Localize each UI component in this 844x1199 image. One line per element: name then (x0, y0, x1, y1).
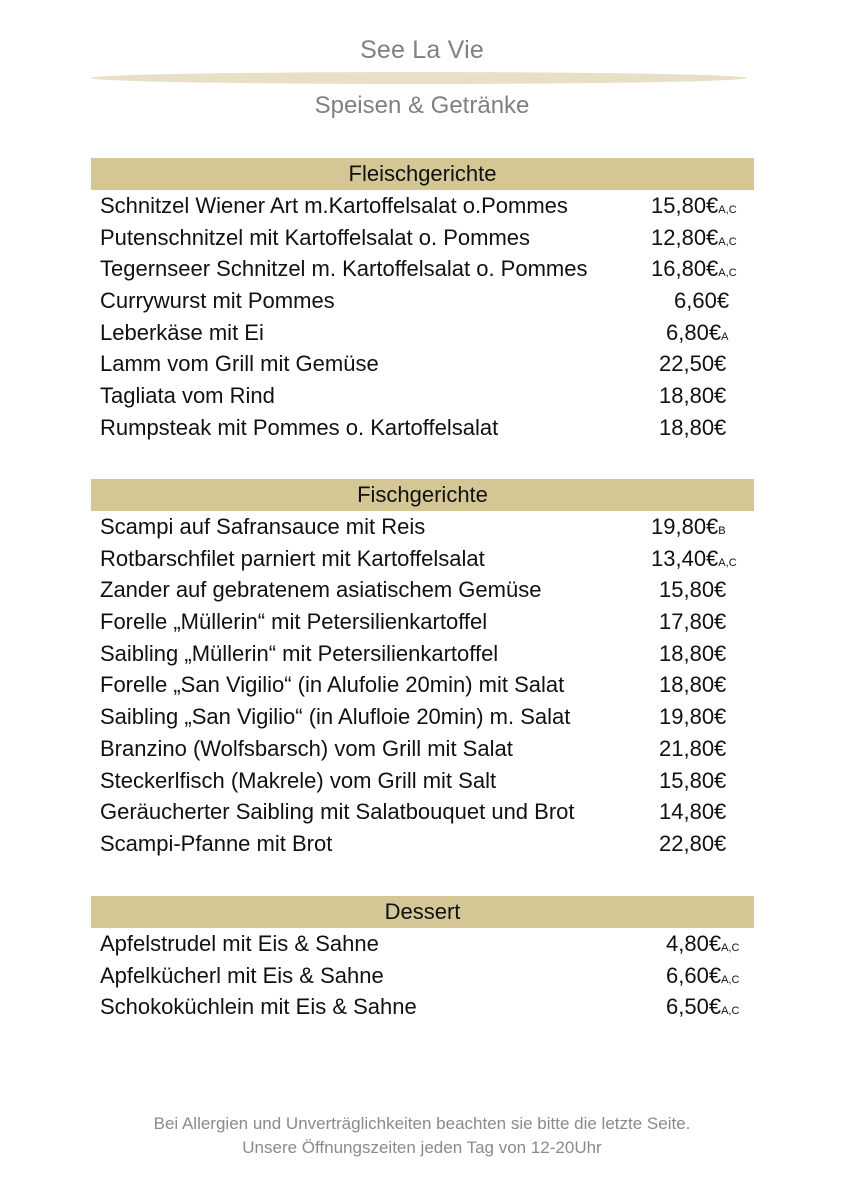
price-amount: 18,80€ (659, 672, 727, 698)
menu-item (91, 190, 754, 222)
menu-item (91, 960, 754, 992)
menu-item (91, 222, 754, 254)
allergen-code: A,C (718, 556, 737, 569)
menu-item (91, 796, 754, 828)
price-amount: 19,80€ (651, 514, 719, 539)
menu-item (91, 669, 754, 701)
menu-item-name: Leberkäse mit Ei (100, 319, 264, 345)
menu-item-name: Currywurst mit Pommes (100, 288, 335, 314)
allergen-code: A (721, 330, 729, 343)
menu-item-name: Rumpsteak mit Pommes o. Kartoffelsalat (100, 414, 499, 440)
section-header: Dessert (91, 896, 754, 928)
price-amount: 22,50€ (659, 351, 727, 377)
menu-item (91, 701, 754, 733)
menu-item-name: Saibling „San Vigilio“ (in Alufloie 20min) m. Salat (100, 704, 571, 730)
price-amount: 15,80€ (651, 193, 719, 218)
price-amount: 18,80€ (659, 640, 727, 666)
price-amount: 4,80€ (666, 931, 722, 956)
decorative-divider (91, 72, 747, 84)
menu-item (91, 543, 754, 575)
menu-item (91, 285, 754, 317)
price-amount: 6,50€ (666, 994, 722, 1020)
footer (0, 1112, 844, 1160)
menu-item (91, 317, 754, 349)
menu-item (91, 511, 754, 543)
menu-item-name: Scampi auf Safransauce mit Reis (100, 514, 426, 539)
menu-item-name: Forelle „San Vigilio“ (in Alufolie 20min) mit Salat (100, 672, 565, 698)
price-amount: 18,80€ (659, 414, 727, 440)
menu-item-name: Apfelkücherl mit Eis & Sahne (100, 962, 384, 988)
menu-item (91, 412, 754, 444)
menu-item-name: Scampi-Pfanne mit Brot (100, 830, 333, 856)
price-amount: 13,40€ (651, 545, 719, 571)
allergen-code: A,C (718, 267, 737, 280)
section-dessert (91, 896, 754, 1023)
menu-item-name: Tegernseer Schnitzel m. Kartoffelsalat o. Pommes (100, 256, 588, 282)
menu-item (91, 253, 754, 285)
menu-item-name: Saibling „Müllerin“ mit Petersilienkartoffel (100, 640, 499, 666)
menu-item (91, 765, 754, 797)
price-amount: 12,80€ (651, 224, 719, 250)
price-amount: 15,80€ (659, 577, 727, 603)
menu-item-name: Schokoküchlein mit Eis & Sahne (100, 994, 417, 1020)
section-fleischgerichte (91, 158, 754, 444)
price-amount: 18,80€ (659, 383, 727, 409)
menu-item-price (659, 412, 782, 449)
menu-item (91, 733, 754, 765)
menu-item (91, 606, 754, 638)
menu-item-name: Rotbarschfilet parniert mit Kartoffelsalat (100, 545, 485, 571)
price-amount: 17,80€ (659, 609, 727, 635)
price-amount: 22,80€ (659, 830, 727, 856)
allergen-code: A,C (718, 204, 737, 216)
menu-item-name: Branzino (Wolfsbarsch) vom Grill mit Salat (100, 735, 513, 761)
allergen-code: A,C (721, 942, 740, 954)
menu-item-name: Geräucherter Saibling mit Salatbouquet und Brot (100, 799, 575, 825)
section-header: Fischgerichte (91, 479, 754, 511)
section-header: Fleischgerichte (91, 158, 754, 190)
menu-item-name: Steckerlfisch (Makrele) vom Grill mit Salt (100, 767, 497, 793)
menu-item (91, 828, 754, 860)
allergen-code: A,C (718, 235, 737, 248)
price-amount: 21,80€ (659, 735, 727, 761)
allergy-note: Bei Allergien und Unverträglichkeiten beachten sie bitte die letzte Seite. (153, 1114, 691, 1133)
menu-item (91, 638, 754, 670)
price-amount: 16,80€ (651, 256, 719, 282)
menu-item-name: Tagliata vom Rind (100, 383, 275, 409)
menu-item (91, 574, 754, 606)
price-amount: 15,80€ (659, 767, 727, 793)
menu-subtitle: Speisen & Getränke (314, 92, 530, 119)
menu-item (91, 380, 754, 412)
price-amount: 14,80€ (659, 799, 727, 825)
section-fischgerichte (91, 479, 754, 860)
menu-item (91, 991, 754, 1023)
menu-item-price (666, 991, 789, 1028)
menu-item (91, 928, 754, 960)
price-amount: 6,60€ (674, 288, 730, 314)
menu-item-name: Zander auf gebratenem asiatischem Gemüse (100, 577, 542, 603)
menu-item-name: Schnitzel Wiener Art m.Kartoffelsalat o.Pommes (100, 193, 568, 218)
price-amount: 19,80€ (659, 704, 727, 730)
opening-hours: Unsere Öffnungszeiten jeden Tag von 12-20Uhr (242, 1138, 602, 1157)
allergen-code: A,C (721, 973, 740, 986)
allergen-code: B (718, 525, 726, 537)
price-amount: 6,80€ (666, 319, 722, 345)
menu-item (91, 348, 754, 380)
menu-item-name: Putenschnitzel mit Kartoffelsalat o. Pommes (100, 224, 531, 250)
restaurant-name: See La Vie (360, 36, 484, 64)
menu-item-name: Forelle „Müllerin“ mit Petersilienkartoffel (100, 609, 488, 635)
menu-item-name: Lamm vom Grill mit Gemüse (100, 351, 379, 377)
menu-item-price (659, 828, 782, 865)
menu-item-name: Apfelstrudel mit Eis & Sahne (100, 931, 379, 956)
allergen-code: A,C (721, 1005, 740, 1018)
price-amount: 6,60€ (666, 962, 722, 988)
